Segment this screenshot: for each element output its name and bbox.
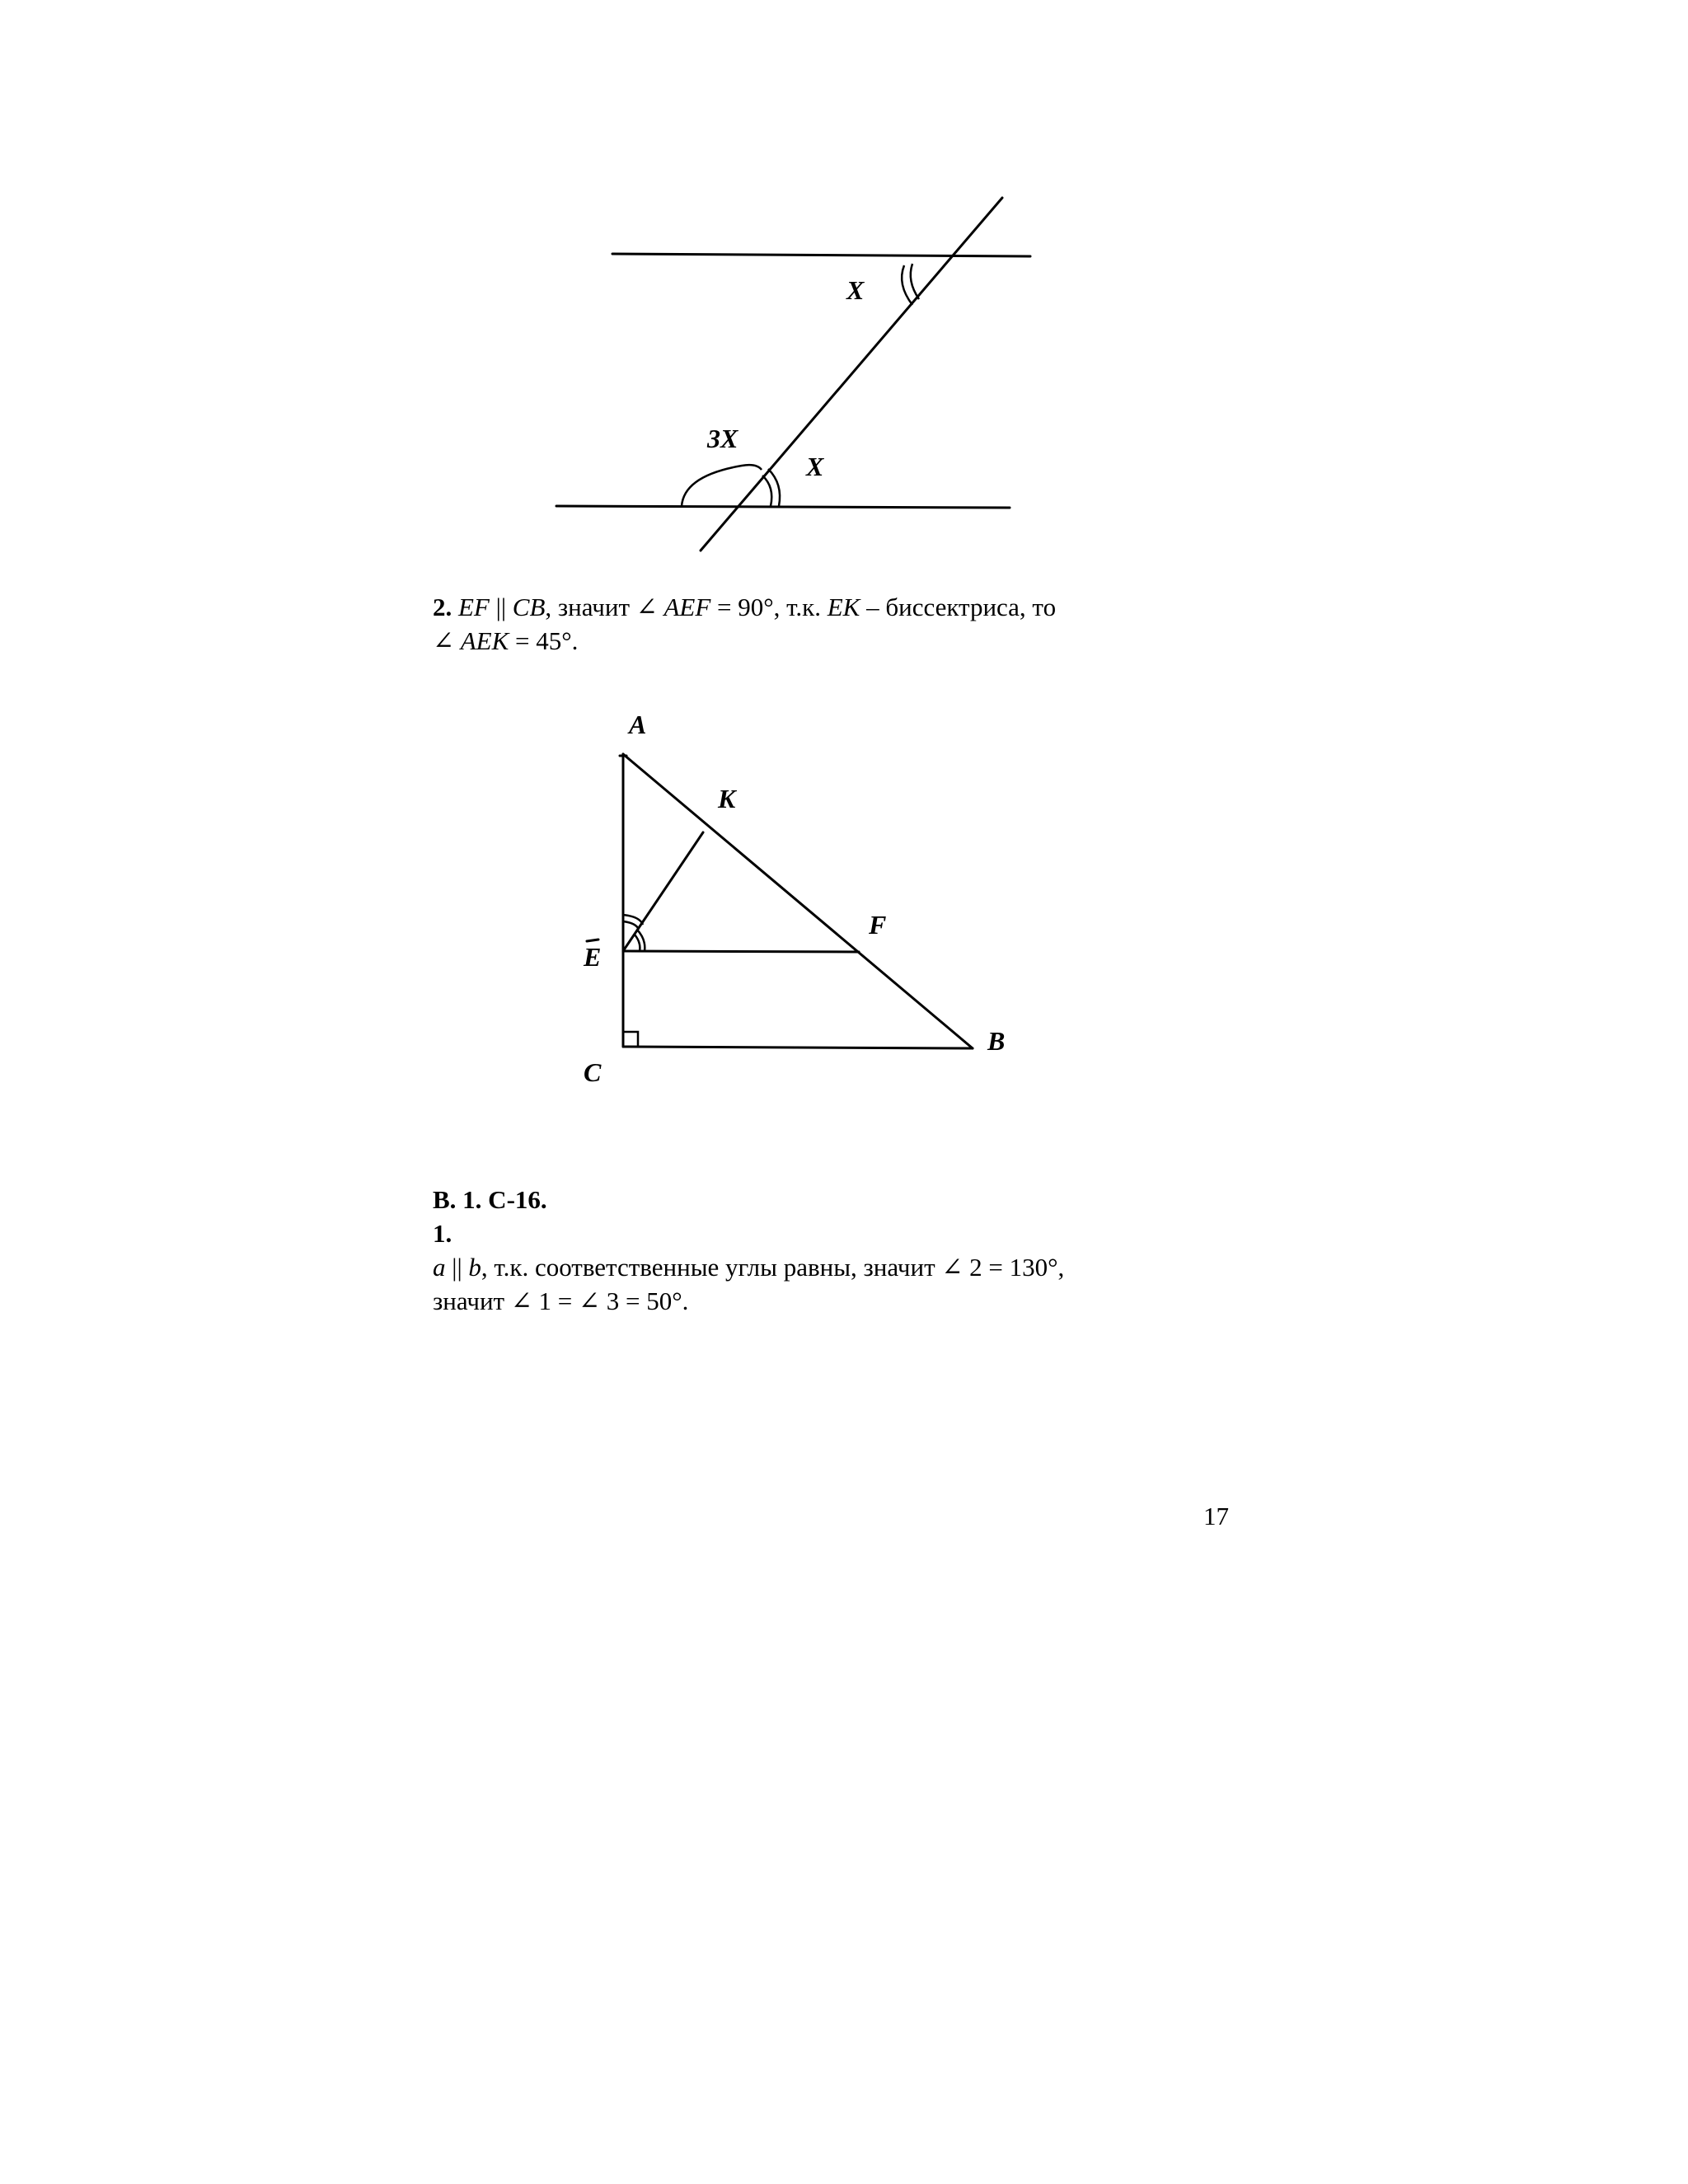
point-a-label: A xyxy=(629,710,647,739)
point-e-label: E xyxy=(584,942,602,972)
upper-angle-label: X xyxy=(846,275,865,305)
angle-aef: AEF xyxy=(663,593,711,621)
solution-number: 2. xyxy=(433,593,452,621)
line-b: b xyxy=(468,1253,481,1282)
text-bisector: – биссектриса, то xyxy=(860,593,1057,621)
solution-2-line-2 xyxy=(433,624,1273,658)
triangle-figure xyxy=(569,709,1063,1088)
segment-ek: EK xyxy=(827,593,860,621)
right-angle-mark xyxy=(623,1032,638,1047)
text-so-angle: , значит ∠ xyxy=(545,593,664,621)
solution-2-line-1 xyxy=(433,590,1273,624)
angle-e-arc-upper-2 xyxy=(623,921,639,930)
segment-ef-line xyxy=(623,951,859,952)
lower-obtuse-angle-arc xyxy=(682,465,762,506)
page-number: 17 xyxy=(1203,1502,1229,1530)
section-heading: В. 1. С-16. xyxy=(433,1185,547,1214)
side-ab xyxy=(623,754,973,1048)
text-90-since: = 90°, т.к. xyxy=(710,593,828,621)
lower-parallel-line xyxy=(556,506,1010,508)
parallel-sign: || xyxy=(489,593,513,621)
upper-parallel-line xyxy=(612,254,1030,256)
section-b-text xyxy=(433,1183,1273,1318)
section-b-line-2: значит ∠ 1 = ∠ 3 = 50°. xyxy=(433,1286,689,1315)
point-f-label: F xyxy=(869,910,887,940)
text-45: = 45°. xyxy=(509,626,579,655)
lower-acute-angle-label: X xyxy=(806,452,824,481)
angle-sign: ∠ xyxy=(433,626,461,655)
parallel-sign-b: || xyxy=(445,1253,469,1282)
angle-e-arc-lower-2 xyxy=(635,935,640,951)
upper-angle-arc-inner xyxy=(911,264,919,299)
lower-acute-angle-arc-inner xyxy=(762,476,771,506)
side-cb xyxy=(623,1047,973,1048)
segment-ef: EF xyxy=(458,593,490,621)
solution-2-text xyxy=(433,590,1273,658)
section-b-line-1 xyxy=(433,1250,1273,1284)
point-b-label: B xyxy=(987,1026,1006,1056)
angle-aek: AEK xyxy=(460,626,509,655)
text-corresponding-angles: , т.к. соответственные углы равны, значит ∠ 2 = 130°, xyxy=(481,1253,1065,1282)
transversal-line xyxy=(701,198,1002,551)
segment-cb: CB xyxy=(512,593,546,621)
line-a: a xyxy=(433,1253,446,1282)
point-k-label: K xyxy=(718,784,736,813)
item-number: 1. xyxy=(433,1219,452,1248)
bisector-ek-line xyxy=(623,832,703,951)
point-e-overbar xyxy=(587,940,598,941)
parallel-lines-figure xyxy=(544,185,1071,565)
point-c-label: C xyxy=(584,1057,602,1087)
lower-obtuse-angle-label: 3X xyxy=(707,424,738,453)
